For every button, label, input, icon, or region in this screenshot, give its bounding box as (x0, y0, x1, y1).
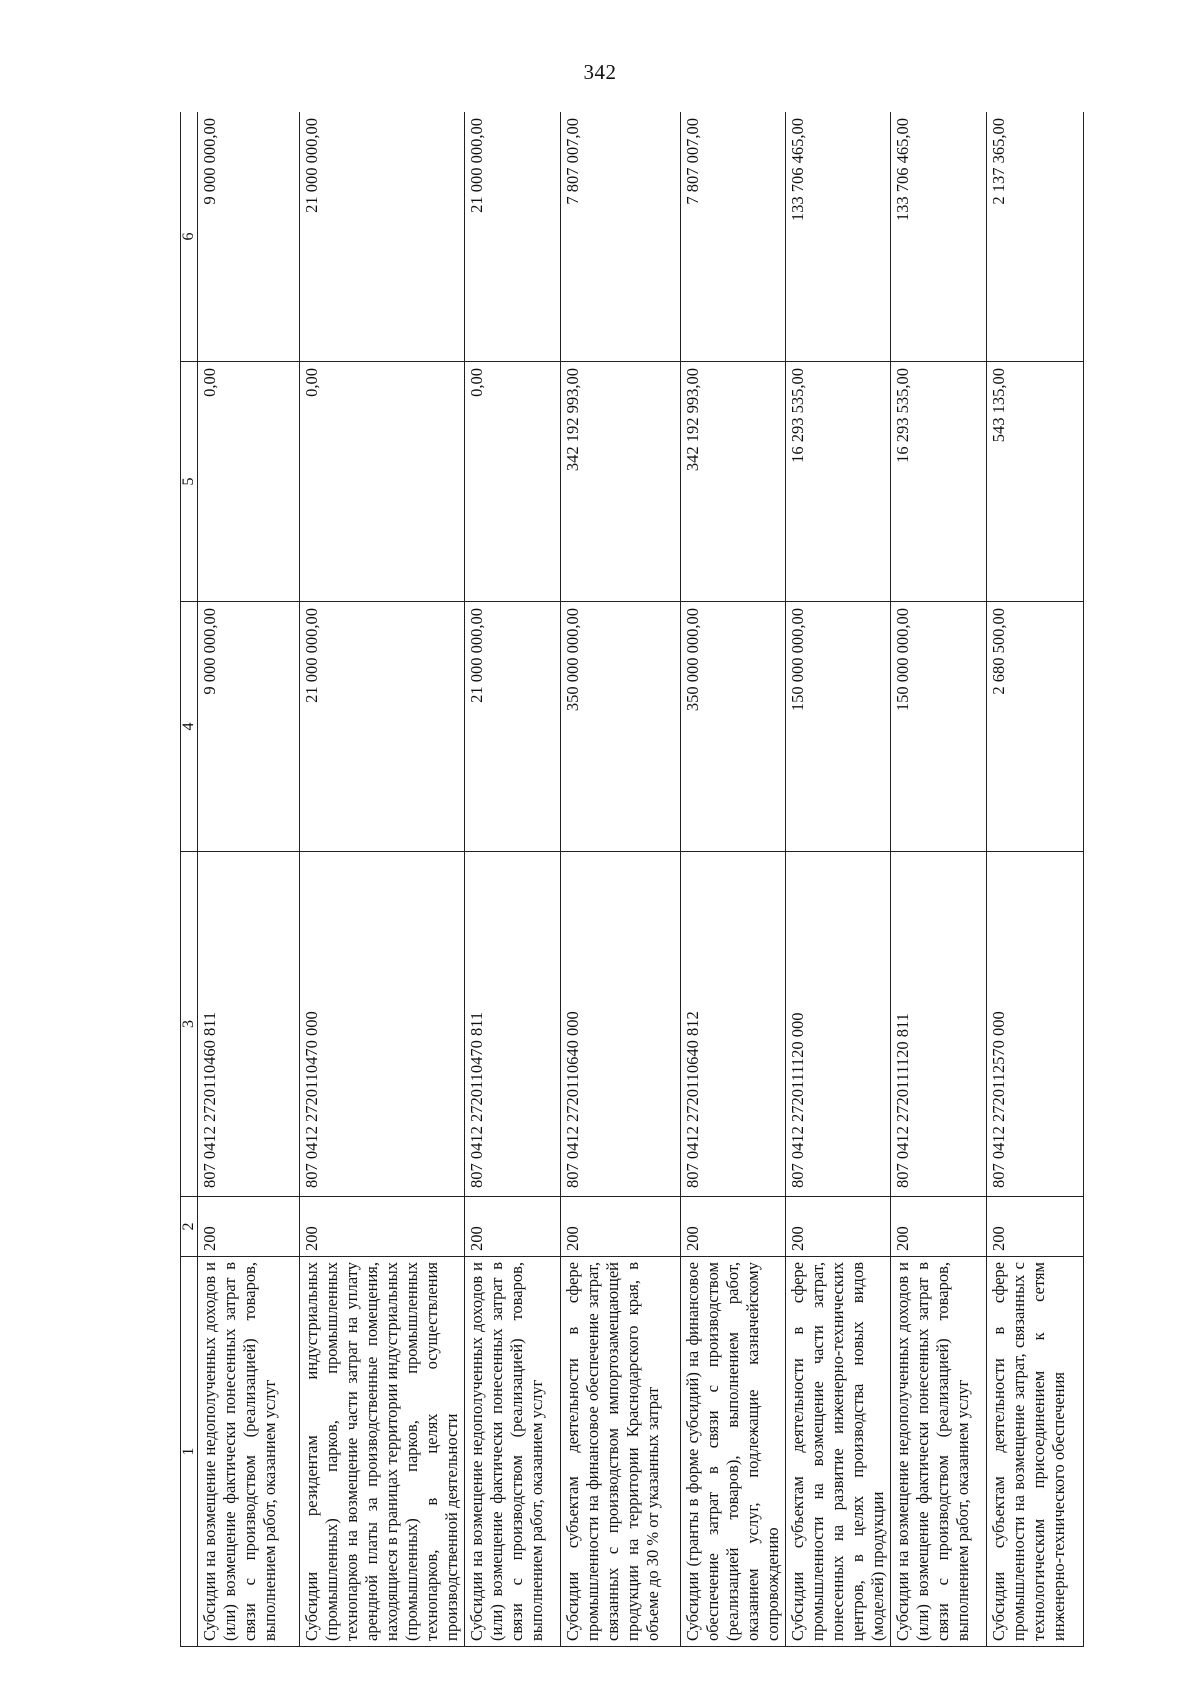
row-description: Субсидии субъектам деятельности в сфере промышленности на финансовое обеспечение затрат, связанных с производством импортозамещающей продукции на территории Краснодарского края, в объеме до 30 % от указанных затрат (561, 1257, 681, 1647)
table-row (987, 112, 1084, 1647)
row-code: 807 0412 2720111120 811 (891, 852, 987, 1197)
row-col2: 200 (300, 1197, 465, 1257)
column-header-4: 4 (181, 602, 198, 852)
page-number: 342 (583, 60, 617, 84)
rotated-table-frame (180, 112, 1084, 1647)
row-description: Субсидии (гранты в форме субсидий) на финансовое обеспечение затрат в связи с производством (реализацией товаров), выполнением работ, оказанием услуг, подлежащие казначейскому сопровождению (681, 1257, 786, 1647)
table-header-row (181, 112, 198, 1647)
row-col6: 7 807 007,00 (561, 112, 681, 362)
row-code: 807 0412 2720110470 000 (300, 852, 465, 1197)
row-col5: 0,00 (198, 362, 300, 602)
column-header-2: 2 (181, 1197, 198, 1257)
column-header-1: 1 (181, 1257, 198, 1647)
row-code: 807 0412 2720111120 000 (786, 852, 891, 1197)
row-code: 807 0412 2720112570 000 (987, 852, 1084, 1197)
row-description: Субсидии резидентам индустриальных (промышленных) парков, промышленных технопарков на возмещение части затрат на уплату арендной платы за производственные помещения, находящиеся в границах территории индустриальных (промышленных) парков, промышленных технопарков, в целях осуществления производственной деятельности (300, 1257, 465, 1647)
table-row (891, 112, 987, 1647)
row-col6: 2 137 365,00 (987, 112, 1084, 362)
row-col4: 2 680 500,00 (987, 602, 1084, 852)
row-col6: 21 000 000,00 (300, 112, 465, 362)
row-col5: 16 293 535,00 (786, 362, 891, 602)
row-col5: 342 192 993,00 (561, 362, 681, 602)
row-col4: 21 000 000,00 (465, 602, 561, 852)
row-col5: 16 293 535,00 (891, 362, 987, 602)
row-col2: 200 (465, 1197, 561, 1257)
row-col6: 133 706 465,00 (891, 112, 987, 362)
row-col2: 200 (786, 1197, 891, 1257)
row-col4: 150 000 000,00 (891, 602, 987, 852)
table-row (561, 112, 681, 1647)
row-col4: 150 000 000,00 (786, 602, 891, 852)
row-col2: 200 (561, 1197, 681, 1257)
row-code: 807 0412 2720110640 000 (561, 852, 681, 1197)
budget-table (180, 112, 1084, 1647)
table-row (681, 112, 786, 1647)
row-col4: 350 000 000,00 (561, 602, 681, 852)
budget-table-container (180, 112, 1084, 1647)
table-row (198, 112, 300, 1647)
row-col5: 543 135,00 (987, 362, 1084, 602)
row-description: Субсидии на возмещение недополученных доходов и (или) возмещение фактически понесенных затрат в связи с производством (реализацией) товаров, выполнением работ, оказанием услуг (198, 1257, 300, 1647)
table-row (300, 112, 465, 1647)
row-description: Субсидии субъектам деятельности в сфере промышленности на возмещение части затрат, понесенных на развитие инженерно-технических центров, в целях производства новых видов (моделей) продукции (786, 1257, 891, 1647)
row-code: 807 0412 2720110470 811 (465, 852, 561, 1197)
row-description: Субсидии на возмещение недополученных доходов и (или) возмещение фактически понесенных затрат в связи с производством (реализацией) товаров, выполнением работ, оказанием услуг (465, 1257, 561, 1647)
row-code: 807 0412 2720110460 811 (198, 852, 300, 1197)
row-col4: 9 000 000,00 (198, 602, 300, 852)
row-col6: 21 000 000,00 (465, 112, 561, 362)
row-description: Субсидии субъектам деятельности в сфере промышленности на возмещение затрат, связанных с технологическим присоединением к сетям инженерно-технического обеспечения (987, 1257, 1084, 1647)
row-col2: 200 (198, 1197, 300, 1257)
row-col5: 0,00 (300, 362, 465, 602)
row-col5: 0,00 (465, 362, 561, 602)
row-col2: 200 (987, 1197, 1084, 1257)
row-description: Субсидии на возмещение недополученных доходов и (или) возмещение фактически понесенных затрат в связи с производством (реализацией) товаров, выполнением работ, оказанием услуг (891, 1257, 987, 1647)
row-col6: 7 807 007,00 (681, 112, 786, 362)
table-row (786, 112, 891, 1647)
column-header-6: 6 (181, 112, 198, 362)
row-col2: 200 (891, 1197, 987, 1257)
row-code: 807 0412 2720110640 812 (681, 852, 786, 1197)
column-header-5: 5 (181, 362, 198, 602)
row-col6: 9 000 000,00 (198, 112, 300, 362)
column-header-3: 3 (181, 852, 198, 1197)
row-col4: 21 000 000,00 (300, 602, 465, 852)
table-row (465, 112, 561, 1647)
row-col6: 133 706 465,00 (786, 112, 891, 362)
row-col5: 342 192 993,00 (681, 362, 786, 602)
row-col2: 200 (681, 1197, 786, 1257)
row-col4: 350 000 000,00 (681, 602, 786, 852)
